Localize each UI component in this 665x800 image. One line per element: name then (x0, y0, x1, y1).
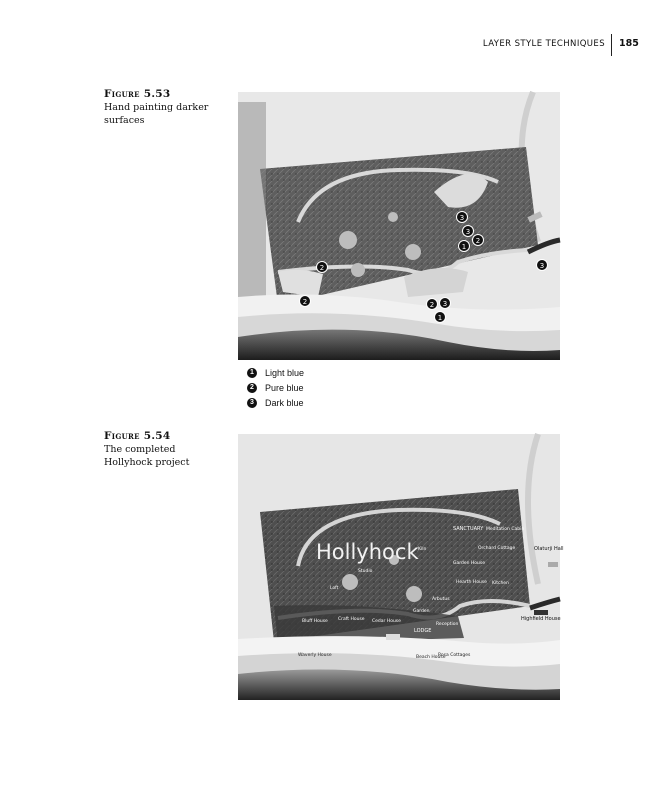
place-label: Arbutus (432, 597, 450, 602)
place-label: Kiln (418, 547, 427, 552)
place-label: Studio (358, 569, 373, 574)
building (534, 610, 548, 615)
place-label: Highfield House (521, 616, 561, 622)
legend (247, 365, 304, 410)
page-number: 185 (619, 38, 639, 49)
place-label: Kitchen (492, 581, 509, 586)
place-label: Bluff House (302, 619, 328, 624)
place-label: Olaturji Hall (534, 546, 564, 552)
legend-item (247, 365, 304, 380)
place-label: Hearth House (456, 580, 487, 585)
building (386, 634, 400, 640)
place-label: Beach House (416, 655, 446, 660)
place-label: Loft (330, 586, 339, 591)
marker-2 (300, 296, 311, 307)
map-title: Hollyhock (316, 540, 419, 564)
place-label: Waverly House (298, 653, 332, 658)
figure-5-53-map (238, 92, 560, 360)
legend-marker: 1 (247, 368, 257, 378)
marker-3 (457, 212, 468, 223)
svg-text:3: 3 (442, 300, 448, 308)
svg-text:2: 2 (429, 301, 435, 309)
svg-text:1: 1 (461, 243, 467, 251)
place-label: SANCTUARY (453, 526, 484, 532)
marker-1 (459, 241, 470, 252)
svg-text:2: 2 (475, 237, 481, 245)
section-title: LAYER STYLE TECHNIQUES (482, 39, 605, 49)
marker-3 (537, 260, 548, 271)
place-label: Orchard Cottage (478, 546, 516, 551)
legend-label: Dark blue (265, 397, 304, 408)
place-label: Garden House (453, 561, 486, 566)
svg-text:2: 2 (319, 264, 325, 272)
legend-marker: 2 (247, 383, 257, 393)
place-label: Meditation Cabin (486, 527, 525, 532)
svg-text:3: 3 (539, 262, 545, 270)
figure-5-53-caption (104, 88, 224, 127)
marker-1 (435, 312, 446, 323)
legend-marker: 3 (247, 398, 257, 408)
figure-label: Figure 5.54 (104, 430, 171, 442)
svg-text:3: 3 (465, 228, 471, 236)
place-label: Rosa Cottages (438, 653, 471, 658)
place-label: Reception (436, 622, 459, 627)
figure-caption-text: The completed Hollyhock project (104, 444, 190, 468)
place-label: Craft House (338, 617, 365, 622)
building (548, 562, 558, 567)
place-label: LODGE (414, 628, 432, 634)
header-divider (611, 34, 612, 56)
marker-2 (427, 299, 438, 310)
marker-2 (473, 235, 484, 246)
marker-3 (440, 298, 451, 309)
svg-text:1: 1 (437, 314, 443, 322)
figure-caption-text: Hand painting darker surfaces (104, 102, 209, 126)
figure-label: Figure 5.53 (104, 88, 171, 100)
legend-label: Pure blue (265, 382, 304, 393)
place-label: Garden (413, 609, 430, 614)
svg-text:3: 3 (459, 214, 465, 222)
marker-3 (463, 226, 474, 237)
legend-item (247, 380, 304, 395)
running-header (0, 38, 665, 58)
legend-item (247, 395, 304, 410)
legend-label: Light blue (265, 367, 305, 378)
place-label: Cedar House (372, 619, 401, 624)
svg-text:2: 2 (302, 298, 308, 306)
figure-5-54-map (238, 434, 564, 700)
marker-2 (317, 262, 328, 273)
figure-5-54-caption (104, 430, 224, 469)
